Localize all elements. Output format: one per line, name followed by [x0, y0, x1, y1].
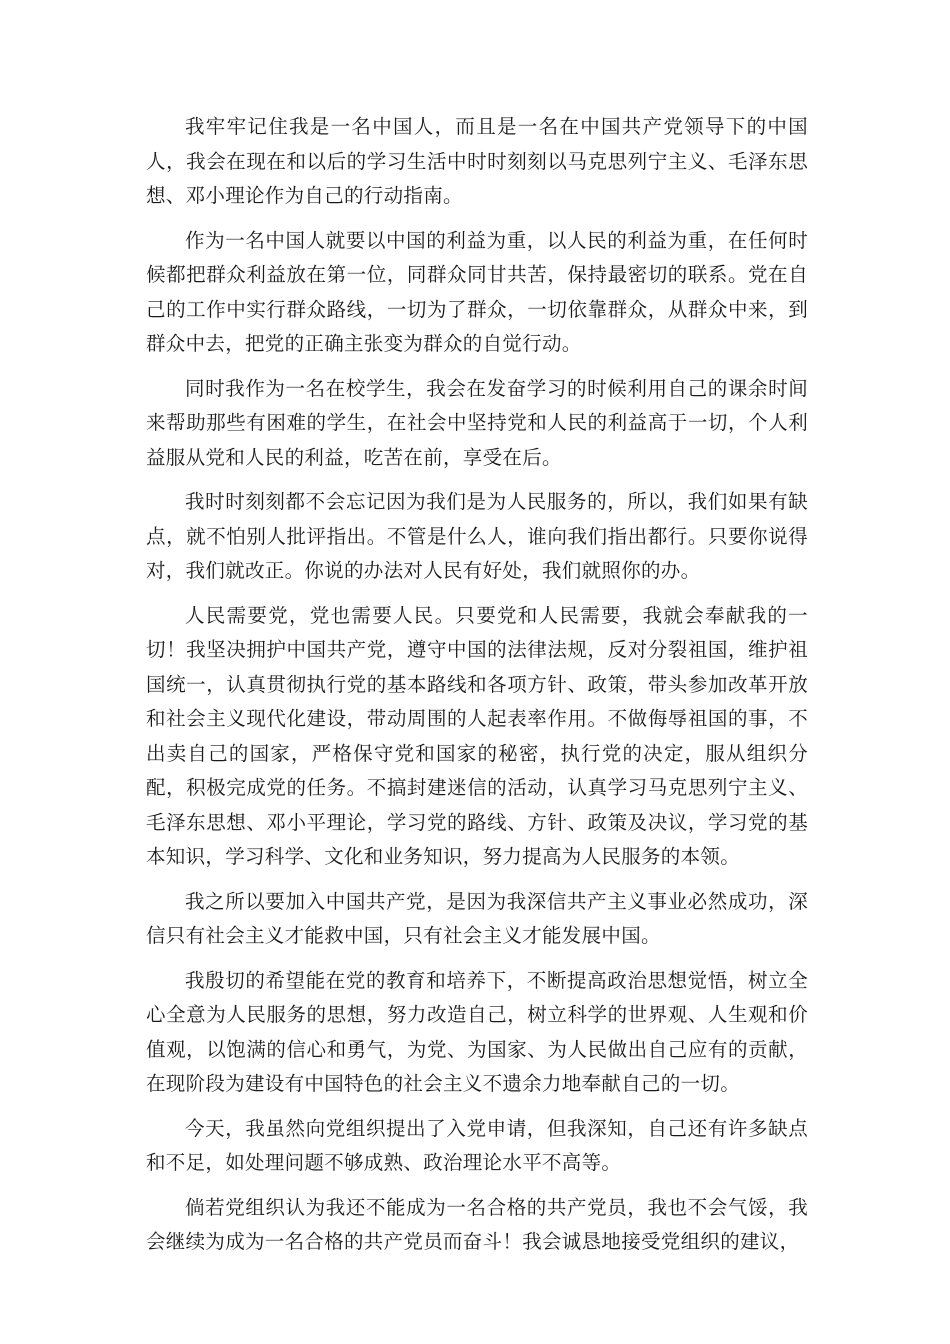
paragraph: 我时时刻刻都不会忘记因为我们是为人民服务的，所以，我们如果有缺点，就不怕别人批评指出。不管是什么人，谁向我们指出都行。只要你说得对，我们就改正。你说的办法对人民有好处，我们就照你的办。 — [146, 490, 808, 582]
paragraph: 倘若党组织认为我还不能成为一名合格的共产党员，我也不会气馁，我会继续为成为一名合格的共产党员而奋斗！我会诚恳地接受党组织的建议， — [146, 1195, 808, 1253]
paragraph: 作为一名中国人就要以中国的利益为重，以人民的利益为重，在任何时候都把群众利益放在第一位，同群众同甘共苦，保持最密切的联系。党在自己的工作中实行群众路线，一切为了群众，一切依靠群众，从群众中来，到群众中去，把党的正确主张变为群众的自觉行动。 — [146, 228, 808, 355]
document-body — [146, 110, 808, 1270]
paragraph: 我殷切的希望能在党的教育和培养下，不断提高政治思想觉悟，树立全心全意为人民服务的思想，努力改造自己，树立科学的世界观、人生观和价值观，以饱满的信心和勇气，为党、为国家、为人民做出自己应有的贡献，在现阶段为建设有中国特色的社会主义不遗余力地奉献自己的一切。 — [146, 968, 808, 1095]
paragraph: 我之所以要加入中国共产党，是因为我深信共产主义事业必然成功，深信只有社会主义才能救中国，只有社会主义才能发展中国。 — [146, 889, 808, 947]
paragraph: 我牢牢记住我是一名中国人，而且是一名在中国共产党领导下的中国人，我会在现在和以后的学习生活中时时刻刻以马克思列宁主义、毛泽东思想、邓小理论作为自己的行动指南。 — [146, 115, 808, 207]
paragraph: 同时我作为一名在校学生，我会在发奋学习的时候利用自己的课余时间来帮助那些有困难的学生，在社会中坚持党和人民的利益高于一切，个人利益服从党和人民的利益，吃苦在前，享受在后。 — [146, 376, 808, 469]
paragraph: 人民需要党，党也需要人民。只要党和人民需要，我就会奉献我的一切！我坚决拥护中国共产党，遵守中国的法律法规，反对分裂祖国，维护祖国统一，认真贯彻执行党的基本路线和各项方针、政策，带头参加改革开放和社会主义现代化建设，带动周围的人起表率作用。不做侮辱祖国的事，不出卖自己的国家，严格保守党和国家的秘密，执行党的决定，服从组织分配，积极完成党的任务。不搞封建迷信的活动，认真学习马克思列宁主义、毛泽东思想、邓小平理论，学习党的路线、方针、政策及决议，学习党的基本知识，学习科学、文化和业务知识，努力提高为人民服务的本领。 — [146, 603, 808, 868]
paragraph: 今天，我虽然向党组织提出了入党申请，但我深知，自己还有许多缺点和不足，如处理问题不够成熟、政治理论水平不高等。 — [146, 1116, 808, 1174]
